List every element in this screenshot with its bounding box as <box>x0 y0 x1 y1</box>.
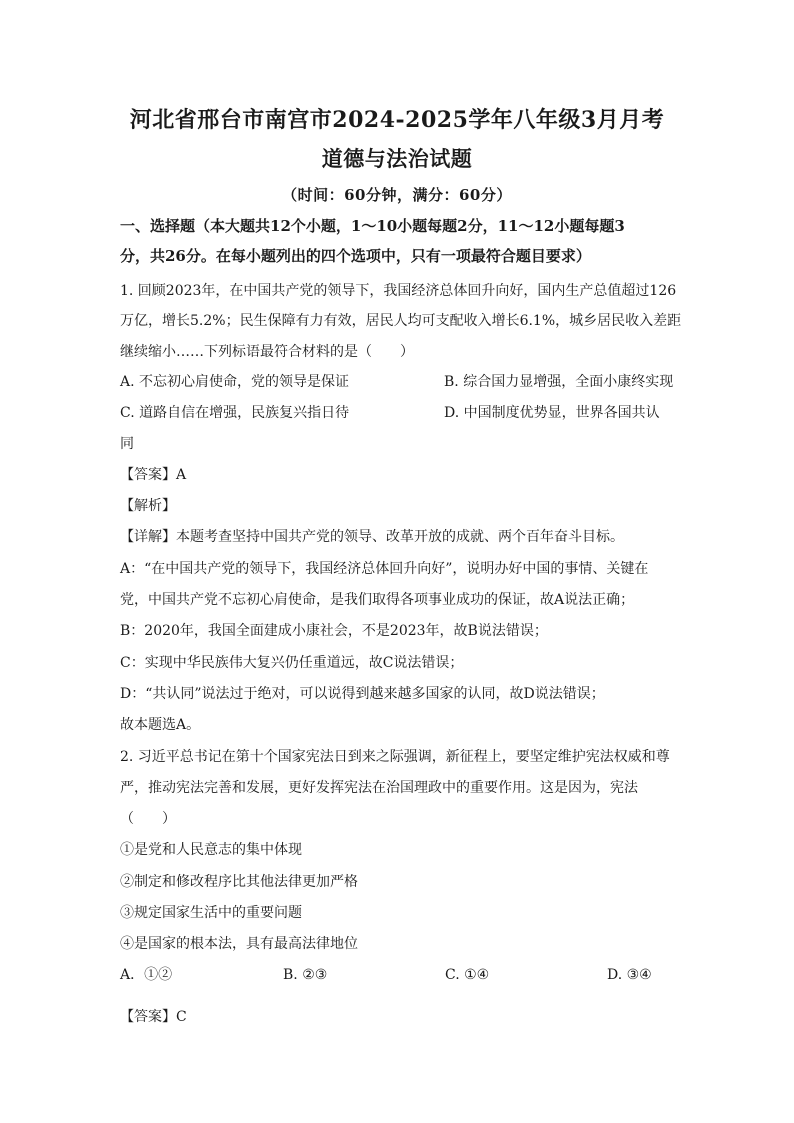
q1-option-c: C. 道路自信在增强，民族复兴指日待 <box>120 405 350 421</box>
exam-time-info: （时间：60分钟，满分：60分） <box>282 186 512 204</box>
document-title: 河北省邢台市南宫市2024-2025学年八年级3月月考 <box>129 107 665 133</box>
q1-option-b: B. 综合国力显增强，全面小康终实现 <box>444 374 674 390</box>
document-subtitle: 道德与法治试题 <box>321 146 473 171</box>
q2-stem-line3: （ ） <box>120 811 176 827</box>
q2-stem-line1: 2. 习近平总书记在第十个国家宪法日到来之际强调，新征程上，要坚定维护宪法权威和尊 <box>120 749 670 765</box>
q2-option-c: C. ①④ <box>445 967 490 983</box>
q1-explanation-d: D：“共认同”说法过于绝对，可以说得到越来越多国家的认同，故D说法错误； <box>120 686 605 702</box>
q2-stem-line2: 严，推动宪法完善和发展，更好发挥宪法在治国理政中的重要作用。这是因为，宪法 <box>120 780 638 796</box>
q1-conclusion: 故本题选A。 <box>120 717 201 733</box>
q1-explanation-b: B：2020年，我国全面建成小康社会，不是2023年，故B说法错误； <box>120 623 548 639</box>
q1-detail: 【详解】本题考查坚持中国共产党的领导、改革开放的成就、两个百年奋斗目标。 <box>120 529 624 545</box>
q1-stem-line3: 继续缩小……下列标语最符合材料的是（ ） <box>120 344 414 360</box>
q1-explanation-c: C：实现中华民族伟大复兴仍任重道远，故C说法错误； <box>120 655 464 671</box>
q2-option-b: B. ②③ <box>283 967 328 983</box>
q2-option-a: A．①② <box>120 967 173 983</box>
q1-option-d: D. 中国制度优势显，世界各国共认 <box>444 405 660 421</box>
q1-answer: 【答案】A <box>120 467 187 483</box>
q2-item-1: ①是党和人民意志的集中体现 <box>120 842 302 858</box>
q2-item-2: ②制定和修改程序比其他法律更加严格 <box>120 874 358 890</box>
q1-stem-line1: 1. 回顾2023年，在中国共产党的领导下，我国经济总体回升向好，国内生产总值超过126 <box>120 283 677 299</box>
q1-explanation-a-line1: A：“在中国共产党的领导下，我国经济总体回升向好”，说明办好中国的事情、关键在 <box>120 561 649 577</box>
q1-explanation-a-line2: 党，中国共产党不忘初心肩使命，是我们取得各项事业成功的保证，故A说法正确； <box>120 592 635 608</box>
q2-item-3: ③规定国家生活中的重要问题 <box>120 905 302 921</box>
section-heading-line1: 一、选择题（本大题共12个小题，1～10小题每题2分，11～12小题每题3 <box>120 217 625 235</box>
q1-stem-line2: 万亿，增长5.2%；民生保障有力有效，居民人均可支配收入增长6.1%，城乡居民收入差距 <box>120 313 682 329</box>
q2-item-4: ④是国家的根本法，具有最高法律地位 <box>120 936 358 952</box>
q1-option-a: A. 不忘初心肩使命，党的领导是保证 <box>120 374 350 390</box>
q1-option-d-continued: 同 <box>120 436 134 452</box>
q2-answer: 【答案】C <box>120 1009 187 1025</box>
q1-analysis-label: 【解析】 <box>120 498 176 514</box>
section-heading-line2: 分，共26分。在每小题列出的四个选项中，只有一项最符合题目要求） <box>120 247 591 265</box>
q2-option-d: D. ③④ <box>607 967 652 983</box>
